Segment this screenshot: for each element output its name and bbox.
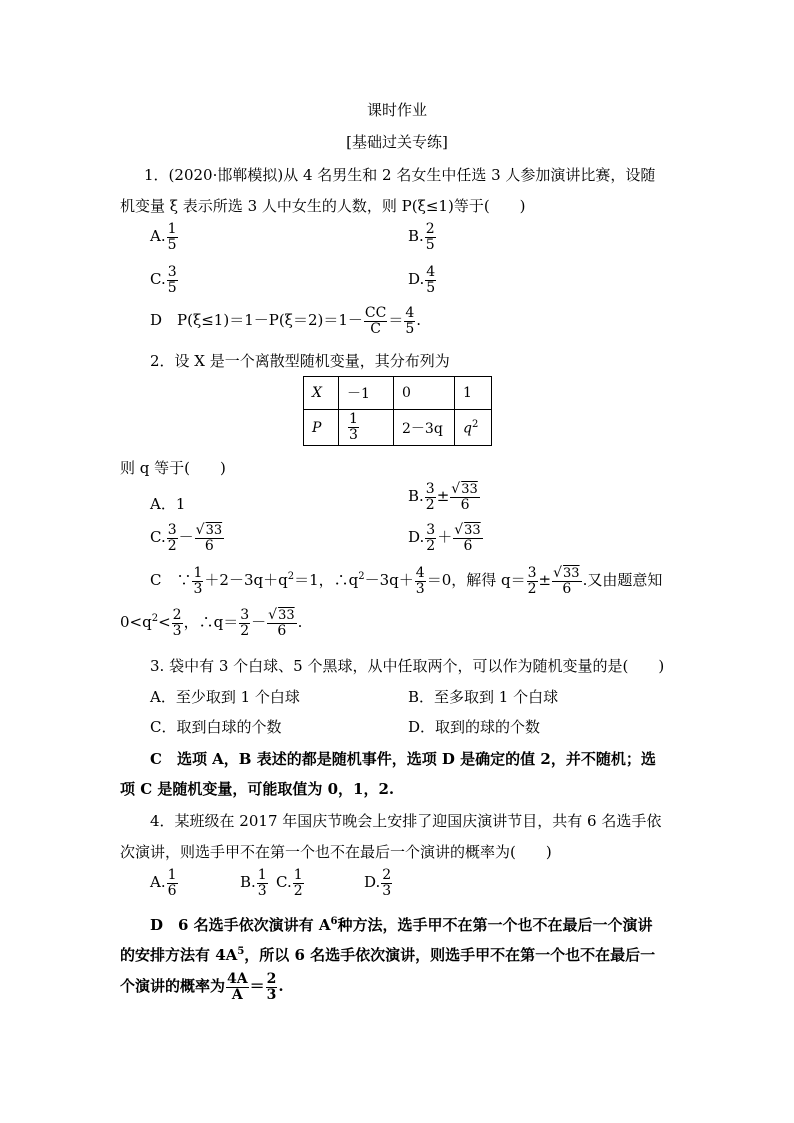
q2-option-d: D. $\frac{3}{2}$ ＋ $\frac{√33}{6}$ [408, 522, 481, 554]
q2-option-c: C. $\frac{3}{2}$ － $\frac{√33}{6}$ [150, 522, 223, 554]
q2-answer-line1: C ∵ $\frac{1}{3}$ $+2-3q+q^2=1$，$\therefore q^2-3q+$ $\frac{4}{3}$ ＝0，解得 q＝ $\frac{3}{2}$ ± $\frac{√33}{6}$ .又由题意知 [150, 565, 663, 597]
q1-option-a: A. $\frac{1}{5}$ [150, 221, 177, 253]
q4-option-a: A. $\frac{1}{6}$ [150, 867, 177, 899]
q3-option-b: B．至多取到 1 个白球 [408, 688, 559, 706]
q3-option-c: C．取到白球的个数 [150, 718, 282, 736]
q3-option-d: D．取到的球的个数 [408, 718, 541, 736]
q1-option-d: D. $\frac{4}{5}$ [408, 264, 436, 296]
q2-stem: 2．设 X 是一个离散型随机变量，其分布列为 [150, 352, 450, 370]
q4-option-d: D. $\frac{2}{3}$ [364, 867, 392, 899]
table-cell: $q^2$ [455, 410, 492, 446]
q3-option-a: A．至少取到 1 个白球 [150, 688, 300, 706]
table-row [304, 377, 492, 410]
q4-answer-line3: 个演讲的概率为 $\frac{4A}{A}$ ＝ $\frac{2}{3}$ . [120, 971, 284, 1003]
q1-answer: D P(ξ≤1)＝1－P(ξ＝2)＝1－ $\frac{CC}{C}$ ＝ $\frac{4}{5}$ . [150, 305, 422, 337]
q4-stem-line2: 次演讲，则选手甲不在第一个也不在最后一个演讲的概率为( ) [120, 843, 552, 861]
q3-answer-line2: 项 C 是随机变量，可能取值为 0，1，2. [120, 780, 395, 798]
q1-option-c: C. $\frac{3}{5}$ [150, 264, 177, 296]
table-cell: 2－3q [394, 410, 455, 446]
page-title: 课时作业 [366, 101, 427, 119]
q1-option-b: B. $\frac{2}{5}$ [408, 221, 435, 253]
q3-answer-line1: C 选项 A，B 表述的都是随机事件，选项 D 是确定的值 2，并不随机；选 [150, 750, 656, 768]
q3-stem: 3. 袋中有 3 个白球、5 个黑球，从中任取两个，可以作为随机变量的是( ) [150, 657, 665, 675]
q4-answer-line1: D 6 名选手依次演讲有 $A^6$种方法，选手甲不在第一个也不在最后一个演讲 [150, 916, 653, 934]
distribution-table [303, 376, 492, 446]
table-cell: P [304, 410, 339, 446]
section-heading: [基础过关专练] [346, 133, 448, 151]
table-cell: $\frac{1}{3}$ [339, 410, 394, 446]
q4-option-c: C. $\frac{1}{2}$ [276, 867, 303, 899]
table-cell: 0 [394, 377, 455, 410]
table-cell: －1 [339, 377, 394, 410]
table-cell: 1 [455, 377, 492, 410]
q2-answer-line2: $0<q^2<$ $\frac{2}{3}$ ，∴q＝ $\frac{3}{2}$ － $\frac{√33}{6}$ . [120, 607, 303, 639]
q4-option-b: B. $\frac{1}{3}$ [240, 867, 267, 899]
q2-option-b: B. $\frac{3}{2}$ ± $\frac{√33}{6}$ [408, 481, 478, 513]
q2-question: 则 q 等于( ) [120, 459, 226, 477]
table-cell: X [304, 377, 339, 410]
q1-stem-line2: 机变量 ξ 表示所选 3 人中女生的人数，则 P(ξ≤1)等于( ) [120, 197, 526, 215]
q2-option-a: A．1 [150, 495, 186, 513]
table-row [304, 410, 492, 446]
q1-stem-line1: 1．(2020·邯郸模拟)从 4 名男生和 2 名女生中任选 3 人参加演讲比赛，设随 [144, 166, 656, 184]
q4-stem-line1: 4．某班级在 2017 年国庆节晚会上安排了迎国庆演讲节目，共有 6 名选手依 [150, 812, 662, 830]
q4-answer-line2: 的安排方法有 $4A^5$，所以 6 名选手依次演讲，则选手甲不在第一个也不在最后一 [120, 946, 656, 964]
